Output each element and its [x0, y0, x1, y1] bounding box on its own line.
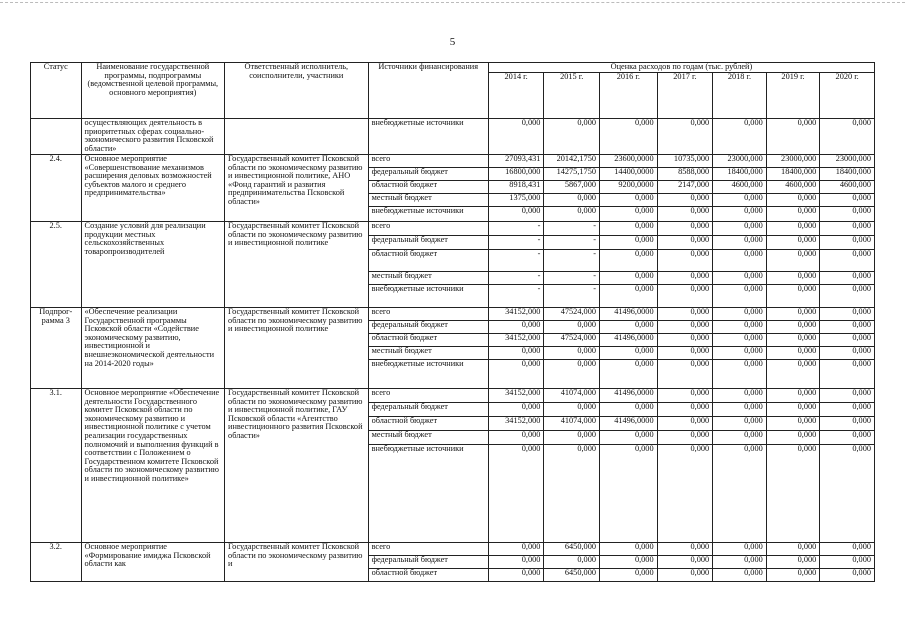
source-cell: областной бюджет	[368, 417, 488, 431]
value-cell: 0,000	[820, 207, 875, 222]
value-cell: 0,000	[600, 285, 658, 308]
value-cell: -	[488, 250, 544, 272]
value-cell: 0,000	[766, 334, 820, 347]
value-cell: 0,000	[820, 236, 875, 250]
value-cell: 0,000	[713, 250, 767, 272]
value-cell: 0,000	[820, 222, 875, 236]
value-cell: 0,000	[657, 222, 713, 236]
value-cell: 0,000	[713, 389, 767, 403]
status-cell: 3.1.	[31, 389, 82, 543]
value-cell: 0,000	[820, 569, 875, 582]
value-cell: 0,000	[713, 334, 767, 347]
source-cell: федеральный бюджет	[368, 403, 488, 417]
executor-cell	[225, 119, 369, 155]
source-cell: областной бюджет	[368, 250, 488, 272]
value-cell: 0,000	[657, 119, 713, 155]
table-body	[31, 119, 875, 582]
value-cell: 0,000	[713, 556, 767, 569]
value-cell: 0,000	[488, 119, 544, 155]
executor-cell: Государственный комитет Псковской области по экономическому развитию и инвестиционной политике	[225, 222, 369, 308]
value-cell: 0,000	[600, 194, 658, 207]
value-cell: 0,000	[600, 207, 658, 222]
source-cell: всего	[368, 308, 488, 321]
value-cell: 1375,000	[488, 194, 544, 207]
value-cell: 0,000	[544, 360, 600, 389]
status-cell	[31, 119, 82, 155]
value-cell: 41074,000	[544, 417, 600, 431]
year-header: 2018 г.	[713, 73, 767, 119]
value-cell: 0,000	[544, 403, 600, 417]
value-cell: 0,000	[488, 556, 544, 569]
value-cell: 0,000	[488, 347, 544, 360]
value-cell: 0,000	[766, 250, 820, 272]
value-cell: 34152,000	[488, 308, 544, 321]
col-sources-header: Источники финансирования	[368, 63, 488, 119]
value-cell: 0,000	[600, 250, 658, 272]
value-cell: 0,000	[766, 403, 820, 417]
value-cell: 0,000	[820, 403, 875, 417]
value-cell: 10735,000	[657, 155, 713, 168]
program-name-cell: «Обеспечение реализации Государственной программы Псковской области «Содействие экономическому развитию, инвестиционной и внешнеэкономической деятельности на 2014-2020 годы»	[81, 308, 225, 389]
executor-cell: Государственный комитет Псковской области по экономическому развитию и	[225, 543, 369, 582]
value-cell: 0,000	[600, 431, 658, 445]
value-cell: 0,000	[600, 321, 658, 334]
value-cell: 0,000	[657, 417, 713, 431]
source-cell: областной бюджет	[368, 569, 488, 582]
source-cell: областной бюджет	[368, 334, 488, 347]
value-cell: 0,000	[766, 236, 820, 250]
value-cell: 0,000	[766, 445, 820, 543]
value-cell: 9200,0000	[600, 181, 658, 194]
value-cell: 0,000	[544, 207, 600, 222]
program-name-cell: Основное мероприятие «Совершенствование механизмов расширения деловых возможностей субъектов малого и среднего предпринимательства»	[81, 155, 225, 222]
year-header: 2020 г.	[820, 73, 875, 119]
value-cell: 0,000	[657, 431, 713, 445]
year-header: 2014 г.	[488, 73, 544, 119]
value-cell: 0,000	[820, 543, 875, 556]
value-cell: 0,000	[600, 272, 658, 285]
value-cell: 0,000	[713, 543, 767, 556]
value-cell: -	[544, 250, 600, 272]
value-cell: 0,000	[657, 403, 713, 417]
value-cell: 0,000	[657, 389, 713, 403]
value-cell: 47524,000	[544, 308, 600, 321]
value-cell: 18400,000	[820, 168, 875, 181]
value-cell: 0,000	[600, 543, 658, 556]
value-cell: 4600,000	[713, 181, 767, 194]
value-cell: 0,000	[488, 321, 544, 334]
value-cell: 0,000	[766, 285, 820, 308]
value-cell: 0,000	[713, 347, 767, 360]
source-cell: всего	[368, 222, 488, 236]
value-cell: 0,000	[488, 207, 544, 222]
value-cell: 0,000	[488, 543, 544, 556]
value-cell: 5867,000	[544, 181, 600, 194]
value-cell: 0,000	[488, 569, 544, 582]
value-cell: 0,000	[657, 569, 713, 582]
value-cell: 0,000	[544, 194, 600, 207]
source-cell: всего	[368, 389, 488, 403]
value-cell: 8588,000	[657, 168, 713, 181]
value-cell: 0,000	[713, 272, 767, 285]
value-cell: 34152,000	[488, 334, 544, 347]
value-cell: -	[544, 236, 600, 250]
year-header: 2017 г.	[657, 73, 713, 119]
value-cell: 0,000	[766, 194, 820, 207]
value-cell: 4600,000	[766, 181, 820, 194]
value-cell: 0,000	[713, 285, 767, 308]
source-cell: местный бюджет	[368, 194, 488, 207]
value-cell: 0,000	[713, 445, 767, 543]
value-cell: 0,000	[713, 321, 767, 334]
value-cell: 0,000	[766, 360, 820, 389]
value-cell: 0,000	[713, 119, 767, 155]
value-cell: 0,000	[657, 272, 713, 285]
value-cell: 20142,1750	[544, 155, 600, 168]
year-header: 2019 г.	[766, 73, 820, 119]
value-cell: -	[488, 272, 544, 285]
value-cell: 0,000	[657, 285, 713, 308]
value-cell: -	[488, 222, 544, 236]
value-cell: 0,000	[544, 556, 600, 569]
value-cell: 0,000	[713, 417, 767, 431]
value-cell: 0,000	[766, 222, 820, 236]
value-cell: 0,000	[820, 347, 875, 360]
value-cell: -	[544, 272, 600, 285]
value-cell: 0,000	[657, 556, 713, 569]
table-row	[31, 543, 875, 556]
value-cell: 41496,0000	[600, 389, 658, 403]
value-cell: 0,000	[600, 445, 658, 543]
source-cell: областной бюджет	[368, 181, 488, 194]
source-cell: местный бюджет	[368, 272, 488, 285]
source-cell: федеральный бюджет	[368, 556, 488, 569]
value-cell: 0,000	[766, 347, 820, 360]
source-cell: внебюджетные источники	[368, 360, 488, 389]
status-cell: Подпрог-рамма 3	[31, 308, 82, 389]
source-cell: федеральный бюджет	[368, 236, 488, 250]
value-cell: 23000,000	[713, 155, 767, 168]
table-row	[31, 308, 875, 321]
source-cell: внебюджетные источники	[368, 207, 488, 222]
value-cell: 0,000	[488, 403, 544, 417]
page-number: 5	[449, 36, 456, 48]
value-cell: 47524,000	[544, 334, 600, 347]
source-cell: всего	[368, 155, 488, 168]
value-cell: 0,000	[488, 445, 544, 543]
table-header	[31, 63, 875, 119]
value-cell: 0,000	[713, 431, 767, 445]
program-name-cell: Создание условий для реализации продукции местных сельскохозяйственных товаропроизводителей	[81, 222, 225, 308]
col-executor-header: Ответственный исполнитель, соисполнители, участники	[225, 63, 369, 119]
value-cell: 0,000	[600, 360, 658, 389]
source-cell: всего	[368, 543, 488, 556]
program-name-cell: Основное мероприятие «Формирование имиджа Псковской области как	[81, 543, 225, 582]
value-cell: 0,000	[713, 308, 767, 321]
value-cell: 0,000	[600, 222, 658, 236]
source-cell: федеральный бюджет	[368, 321, 488, 334]
value-cell: 0,000	[713, 222, 767, 236]
value-cell: 0,000	[820, 360, 875, 389]
value-cell: 0,000	[544, 321, 600, 334]
table-row	[31, 222, 875, 236]
value-cell: -	[488, 285, 544, 308]
table-row	[31, 389, 875, 403]
value-cell: 0,000	[713, 194, 767, 207]
value-cell: 0,000	[766, 431, 820, 445]
value-cell: 0,000	[820, 119, 875, 155]
value-cell: 0,000	[713, 207, 767, 222]
value-cell: 0,000	[600, 119, 658, 155]
value-cell: 14400,0000	[600, 168, 658, 181]
value-cell: 41496,0000	[600, 308, 658, 321]
value-cell: 0,000	[657, 236, 713, 250]
value-cell: 0,000	[820, 272, 875, 285]
status-cell: 2.4.	[31, 155, 82, 222]
value-cell: 8918,431	[488, 181, 544, 194]
budget-table	[30, 62, 875, 582]
source-cell: внебюджетные источники	[368, 119, 488, 155]
source-cell: внебюджетные источники	[368, 445, 488, 543]
value-cell: 16800,000	[488, 168, 544, 181]
value-cell: 0,000	[820, 417, 875, 431]
value-cell: 0,000	[820, 556, 875, 569]
executor-cell: Государственный комитет Псковской области по экономическому развитию и инвестиционной политике	[225, 308, 369, 389]
value-cell: 0,000	[657, 321, 713, 334]
value-cell: 0,000	[544, 431, 600, 445]
program-name-cell: Основное мероприятие «Обеспечение деятельности Государственного комитет Псковской области по экономическому развитию и инвестиционной политике с учетом реализации государственных полномочий и выполнения функций в соответствии с Положением о Государственном комитете Псковской области по экономическому развитию и инвестиционной политике»	[81, 389, 225, 543]
value-cell: 4600,000	[820, 181, 875, 194]
value-cell: 0,000	[820, 194, 875, 207]
value-cell: 0,000	[488, 360, 544, 389]
value-cell: 0,000	[657, 360, 713, 389]
value-cell: 0,000	[657, 207, 713, 222]
value-cell: 0,000	[488, 431, 544, 445]
value-cell: 34152,000	[488, 389, 544, 403]
value-cell: 0,000	[713, 360, 767, 389]
value-cell: 0,000	[820, 445, 875, 543]
value-cell: 41074,000	[544, 389, 600, 403]
value-cell: 23600,0000	[600, 155, 658, 168]
value-cell: 18400,000	[766, 168, 820, 181]
value-cell: 0,000	[713, 403, 767, 417]
value-cell: 34152,000	[488, 417, 544, 431]
value-cell: 0,000	[544, 445, 600, 543]
status-cell: 3.2.	[31, 543, 82, 582]
value-cell: 23000,000	[766, 155, 820, 168]
table-row	[31, 119, 875, 155]
value-cell: -	[544, 222, 600, 236]
value-cell: 0,000	[820, 334, 875, 347]
value-cell: 23000,000	[820, 155, 875, 168]
value-cell: 0,000	[820, 250, 875, 272]
value-cell: 6450,000	[544, 543, 600, 556]
executor-cell: Государственный комитет Псковской области по экономическому развитию и инвестиционной политике, АНО «Фонд гарантий и развития предпринимательства Псковской области»	[225, 155, 369, 222]
value-cell: 0,000	[544, 347, 600, 360]
value-cell: 2147,000	[657, 181, 713, 194]
year-header: 2015 г.	[544, 73, 600, 119]
value-cell: 0,000	[820, 321, 875, 334]
value-cell: 0,000	[766, 389, 820, 403]
source-cell: местный бюджет	[368, 347, 488, 360]
value-cell: 18400,000	[713, 168, 767, 181]
estimate-header: Оценка расходов по годам (тыс. рублей)	[488, 63, 874, 73]
value-cell: 0,000	[766, 556, 820, 569]
value-cell: 0,000	[820, 431, 875, 445]
value-cell: 0,000	[657, 334, 713, 347]
value-cell: 0,000	[657, 347, 713, 360]
col-status-header: Статус	[31, 63, 82, 119]
value-cell: 0,000	[766, 543, 820, 556]
status-cell: 2.5.	[31, 222, 82, 308]
value-cell: 0,000	[657, 308, 713, 321]
value-cell: 0,000	[600, 556, 658, 569]
value-cell: 0,000	[766, 272, 820, 285]
value-cell: 0,000	[820, 308, 875, 321]
value-cell: 6450,000	[544, 569, 600, 582]
value-cell: 0,000	[820, 389, 875, 403]
value-cell: 0,000	[657, 194, 713, 207]
value-cell: 0,000	[600, 569, 658, 582]
year-header: 2016 г.	[600, 73, 658, 119]
value-cell: 0,000	[766, 569, 820, 582]
value-cell: 0,000	[600, 403, 658, 417]
value-cell: 41496,0000	[600, 417, 658, 431]
scan-edge-line	[0, 2, 905, 3]
value-cell: 0,000	[600, 347, 658, 360]
value-cell: 0,000	[820, 285, 875, 308]
value-cell: 0,000	[766, 207, 820, 222]
value-cell: 0,000	[713, 569, 767, 582]
value-cell: 0,000	[713, 236, 767, 250]
value-cell: 41496,0000	[600, 334, 658, 347]
table-row	[31, 155, 875, 168]
value-cell: 14275,1750	[544, 168, 600, 181]
value-cell: 0,000	[766, 308, 820, 321]
value-cell: 0,000	[600, 236, 658, 250]
program-name-cell: осуществляющих деятельность в приоритетных сферах социально-экономического развития Псковской области»	[81, 119, 225, 155]
source-cell: внебюджетные источники	[368, 285, 488, 308]
value-cell: 0,000	[657, 250, 713, 272]
value-cell: 0,000	[544, 119, 600, 155]
value-cell: 0,000	[766, 321, 820, 334]
value-cell: 27093,431	[488, 155, 544, 168]
value-cell: 0,000	[766, 119, 820, 155]
value-cell: -	[544, 285, 600, 308]
value-cell: -	[488, 236, 544, 250]
executor-cell: Государственный комитет Псковской области по экономическому развитию и инвестиционной политике, ГАУ Псковской области «Агентство инвестиционного развития Псковской области»	[225, 389, 369, 543]
value-cell: 0,000	[657, 445, 713, 543]
value-cell: 0,000	[766, 417, 820, 431]
col-name-header: Наименование государственной программы, подпрограммы (ведомственной целевой программы, основного мероприятия)	[81, 63, 225, 119]
source-cell: федеральный бюджет	[368, 168, 488, 181]
value-cell: 0,000	[657, 543, 713, 556]
source-cell: местный бюджет	[368, 431, 488, 445]
